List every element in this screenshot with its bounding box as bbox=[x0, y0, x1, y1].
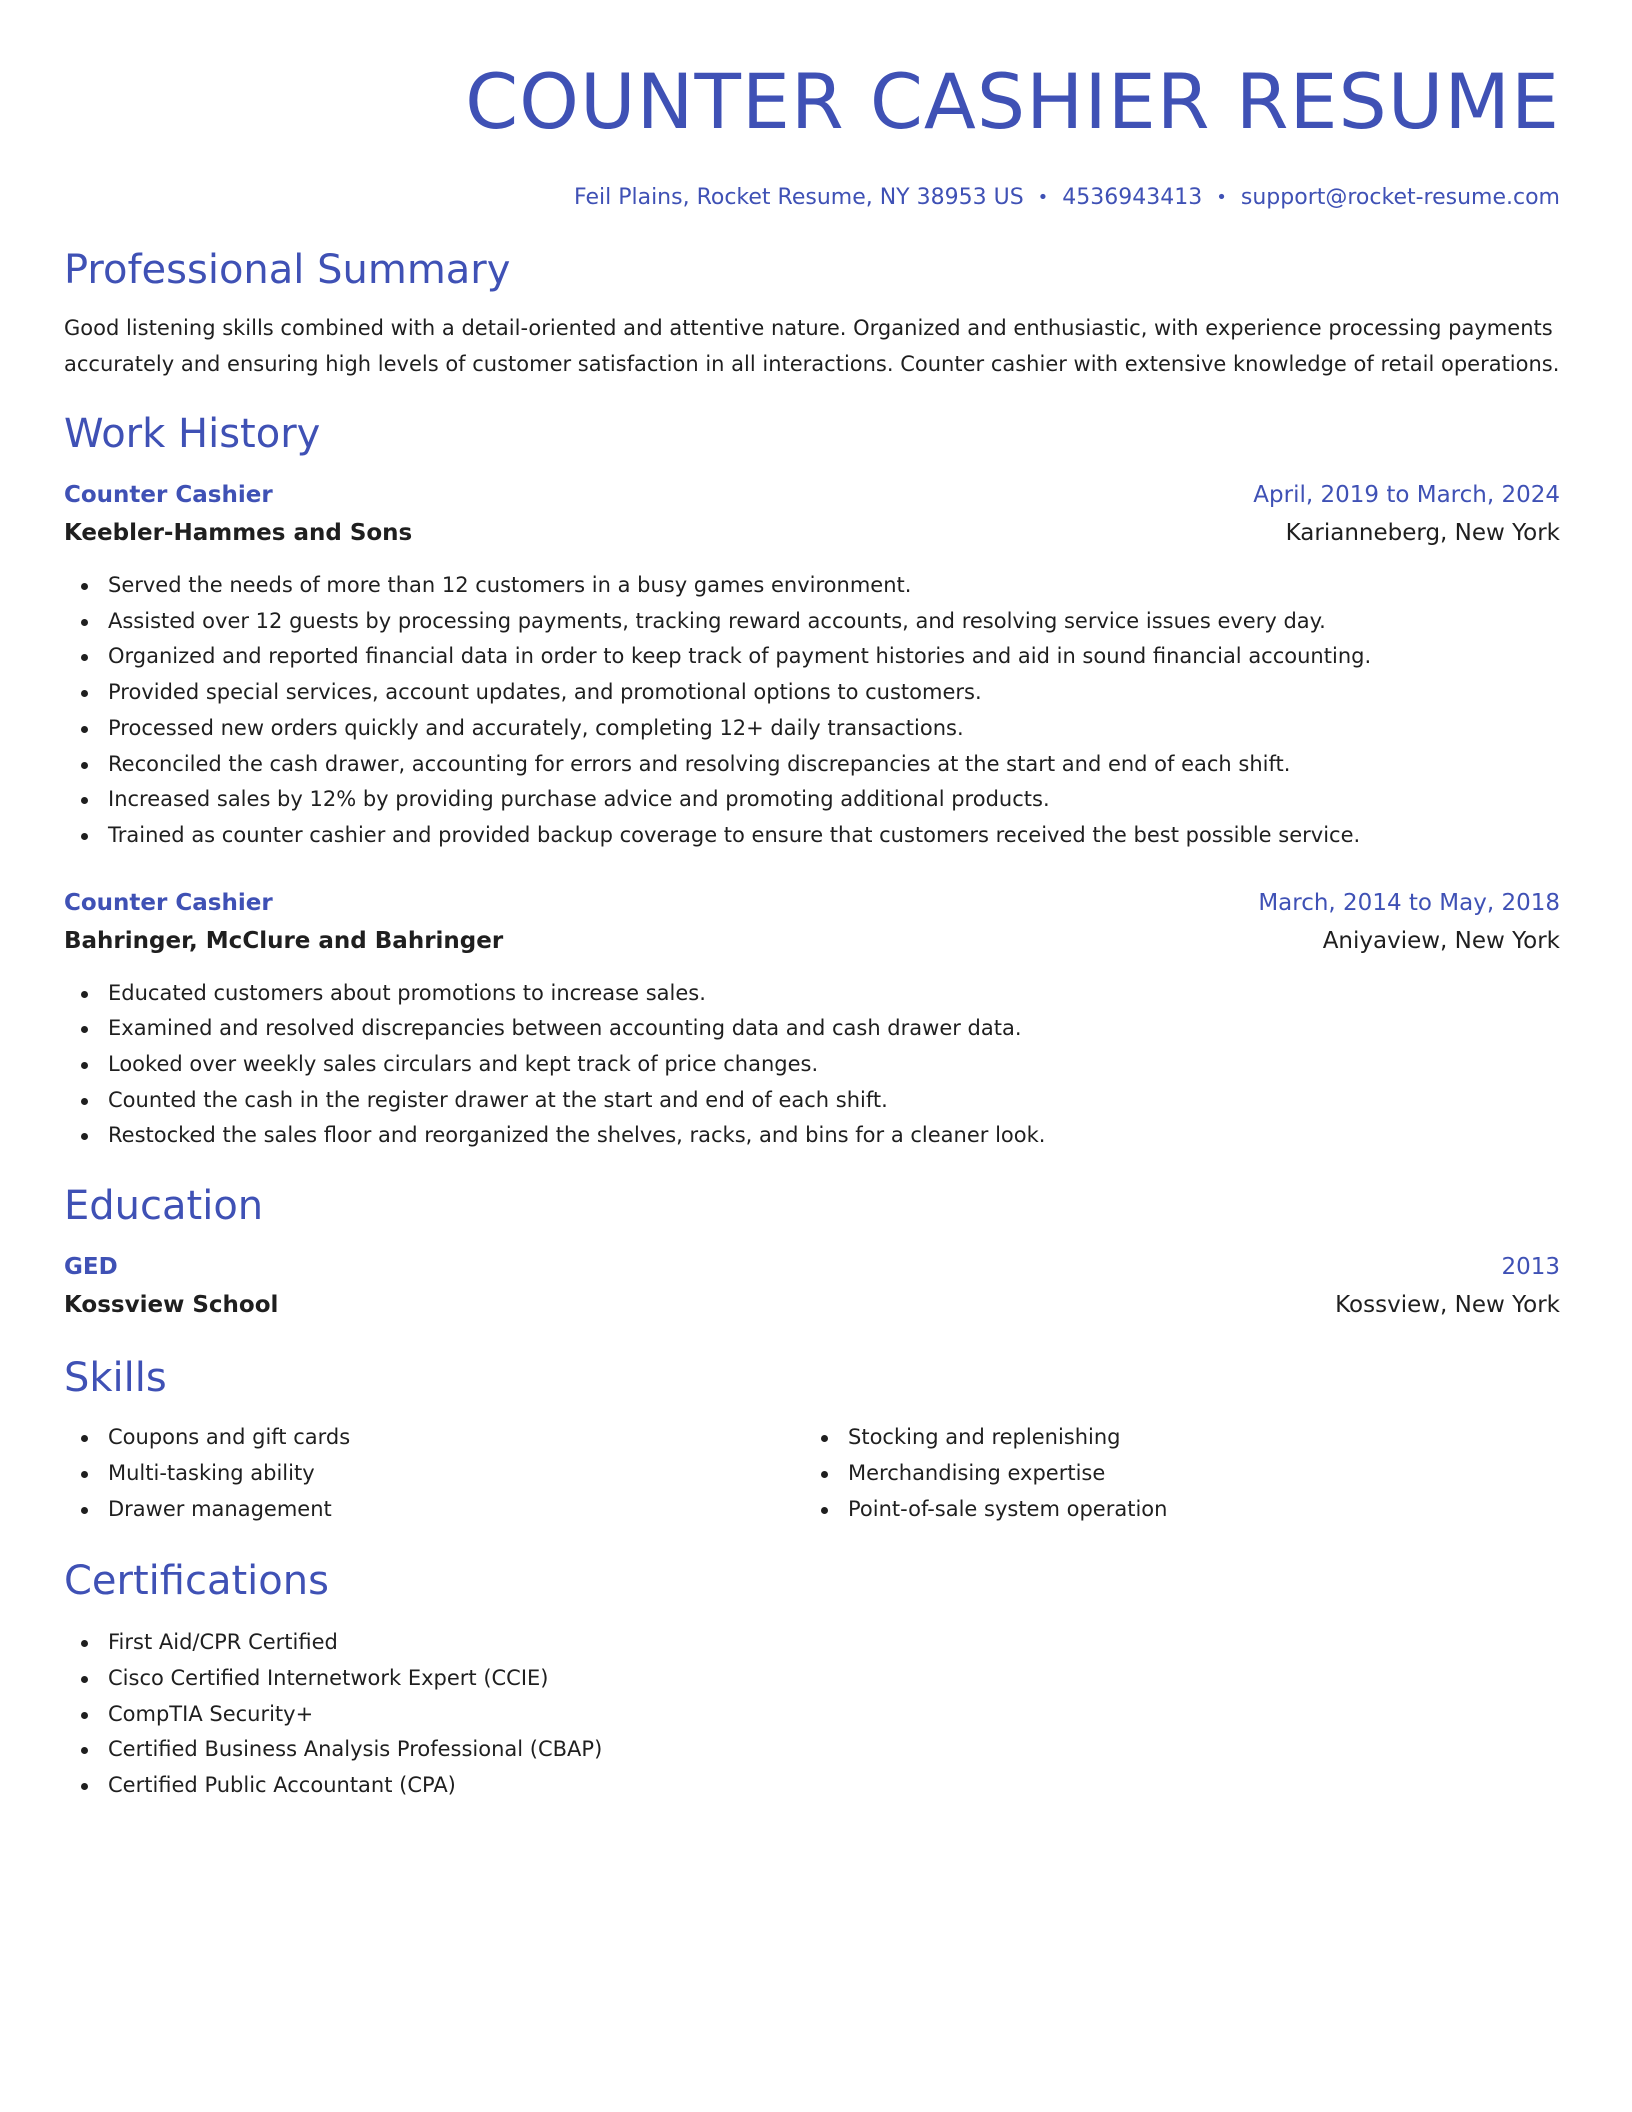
skills-columns bbox=[64, 1420, 1560, 1527]
list-item: Cisco Certified Internetwork Expert (CCIE) bbox=[64, 1661, 1560, 1697]
list-item: Merchandising expertise bbox=[804, 1456, 1544, 1492]
skills-column-right bbox=[804, 1420, 1544, 1527]
job-dates: March, 2014 to May, 2018 bbox=[1258, 889, 1560, 916]
list-item: CompTIA Security+ bbox=[64, 1697, 1560, 1733]
job-duties-list bbox=[64, 568, 1560, 854]
certifications-heading: Certifications bbox=[64, 1558, 329, 1605]
list-item: Trained as counter cashier and provided backup coverage to ensure that customers received the best possible service. bbox=[64, 818, 1560, 854]
list-item: Counted the cash in the register drawer at the start and end of each shift. bbox=[64, 1083, 1560, 1119]
job-duties-list bbox=[64, 976, 1560, 1155]
skills-list bbox=[804, 1420, 1544, 1527]
job-location: Aniyaview, New York bbox=[1322, 927, 1560, 954]
skills-list bbox=[64, 1420, 804, 1527]
list-item: Examined and resolved discrepancies between accounting data and cash drawer data. bbox=[64, 1011, 1560, 1047]
list-item: First Aid/CPR Certified bbox=[64, 1625, 1560, 1661]
list-item: Point-of-sale system operation bbox=[804, 1492, 1544, 1528]
list-item: Restocked the sales floor and reorganized the shelves, racks, and bins for a cleaner look. bbox=[64, 1118, 1560, 1154]
summary-text: Good listening skills combined with a detail-oriented and attentive nature. Organized and enthusiastic, with experience processing payments accurately and ensuring high levels of customer satisfaction in all interactions. Counter cashier with extensive knowledge of retail operations. bbox=[64, 316, 1560, 376]
list-item: Organized and reported financial data in order to keep track of payment histories and aid in sound financial accounting. bbox=[64, 639, 1560, 675]
job-subheader bbox=[64, 514, 1560, 552]
contact-phone: 4536943413 bbox=[1062, 185, 1203, 210]
job-position: Counter Cashier bbox=[64, 889, 273, 916]
job-entry bbox=[64, 884, 1560, 1155]
education-school: Kossview School bbox=[64, 1292, 279, 1319]
job-entry bbox=[64, 476, 1560, 854]
list-item: Provided special services, account updates, and promotional options to customers. bbox=[64, 675, 1560, 711]
list-item: Stocking and replenishing bbox=[804, 1420, 1544, 1456]
skills-column-left bbox=[64, 1420, 804, 1527]
contact-line bbox=[64, 182, 1560, 214]
list-item: Certified Public Accountant (CPA) bbox=[64, 1768, 1560, 1804]
job-header bbox=[64, 476, 1560, 514]
education-header bbox=[64, 1248, 1560, 1286]
education-heading: Education bbox=[64, 1183, 264, 1230]
education-location: Kossview, New York bbox=[1335, 1292, 1560, 1319]
certifications-list bbox=[64, 1625, 1560, 1804]
list-item: Multi-tasking ability bbox=[64, 1456, 804, 1492]
list-item: Looked over weekly sales circulars and kept track of price changes. bbox=[64, 1047, 1560, 1083]
list-item: Educated customers about promotions to increase sales. bbox=[64, 976, 1560, 1012]
education-entry bbox=[64, 1248, 1560, 1324]
job-company: Keebler-Hammes and Sons bbox=[64, 520, 413, 546]
list-item: Served the needs of more than 12 customers in a busy games environment. bbox=[64, 568, 1560, 604]
list-item: Drawer management bbox=[64, 1492, 804, 1528]
education-year: 2013 bbox=[1501, 1254, 1560, 1281]
summary-heading: Professional Summary bbox=[64, 247, 511, 293]
job-position: Counter Cashier bbox=[64, 482, 273, 508]
resume-page bbox=[64, 0, 1560, 1804]
contact-email: support@rocket-resume.com bbox=[1240, 185, 1560, 210]
education-degree: GED bbox=[64, 1254, 118, 1281]
contact-address: Feil Plains, Rocket Resume, NY 38953 US bbox=[574, 185, 1024, 210]
skills-heading: Skills bbox=[64, 1355, 167, 1402]
job-location: Karianneberg, New York bbox=[1285, 520, 1560, 546]
job-header bbox=[64, 884, 1560, 922]
list-item: Increased sales by 12% by providing purchase advice and promoting additional products. bbox=[64, 782, 1560, 818]
list-item: Assisted over 12 guests by processing payments, tracking reward accounts, and resolving service issues every day. bbox=[64, 604, 1560, 640]
work-history-heading: Work History bbox=[64, 411, 321, 457]
list-item: Processed new orders quickly and accurately, completing 12+ daily transactions. bbox=[64, 711, 1560, 747]
list-item: Certified Business Analysis Professional (CBAP) bbox=[64, 1732, 1560, 1768]
job-company: Bahringer, McClure and Bahringer bbox=[64, 927, 504, 954]
job-subheader bbox=[64, 922, 1560, 960]
list-item: Reconciled the cash drawer, accounting for errors and resolving discrepancies at the start and end of each shift. bbox=[64, 747, 1560, 783]
resume-name: COUNTER CASHIER RESUME bbox=[465, 57, 1560, 146]
contact-separator: • bbox=[1037, 187, 1049, 208]
contact-separator: • bbox=[1216, 187, 1227, 208]
list-item: Coupons and gift cards bbox=[64, 1420, 804, 1456]
education-subheader bbox=[64, 1286, 1560, 1324]
job-dates: April, 2019 to March, 2024 bbox=[1253, 482, 1560, 508]
